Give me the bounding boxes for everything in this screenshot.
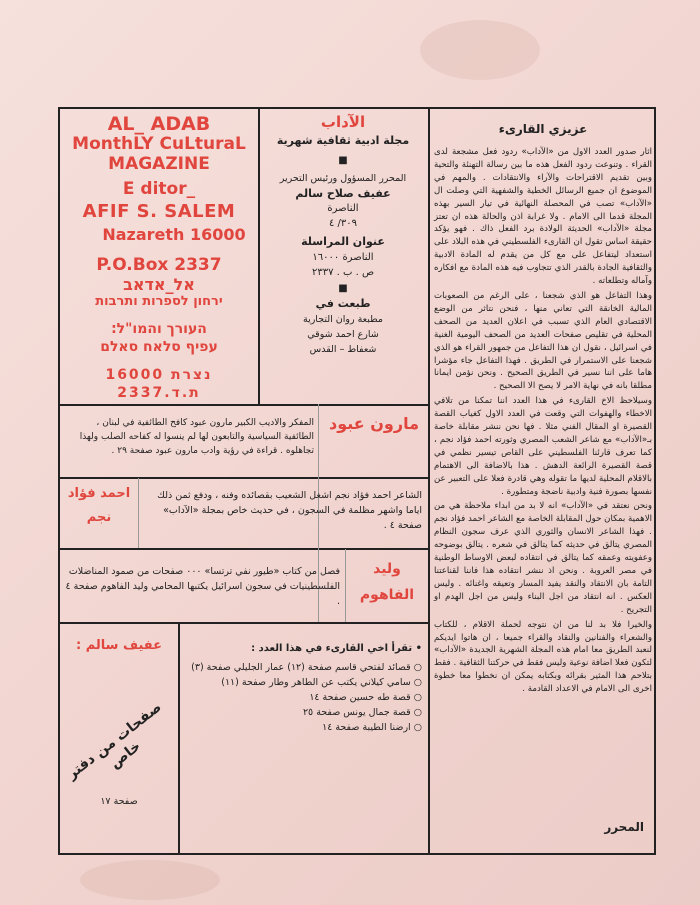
contents-title: • تقرأ اخي القارىء في هذا العدد : <box>251 643 422 654</box>
printer-ar: مطبعة روان التجارية <box>302 314 383 325</box>
teaser-name-maroun-abboud: مارون عبود <box>329 414 419 433</box>
printed-title-ar: طبعت في <box>315 297 371 310</box>
editor-label-ar: المحرر المسؤول ورئيس التحرير <box>279 173 407 184</box>
teaser-text-ahmad-fouad-negm: الشاعر احمد فؤاد نجم اشغل الشعيب بقصائده وفنه ، ودفع ثمن ذلك اياما واشهر مظلمة في السجون ، في حديث خاص بمجلة «الآداب» صفحة ٤ . <box>157 490 422 531</box>
city-he: נצרת 16000 <box>105 367 213 383</box>
editorial-paragraph: وسيلاحظ الاخ القارىء في هذا العدد اننا تمكنا من تلافي الاخطاء والهفوات التي وقعت في العدد الاول كغياب القصة القصيرة او المقال الفني مثلا . فها نحن ننشر مقابلة خاصة بـ«الآداب» مع شاعر الشعب المصري وثورته احمد فؤاد نجم ، كما تعرف قارئنا الفلسطيني على القاص تيسير نظمي في قصة القصيرة الرائعة الدهش . هذا بالاضافة الى الاهتمام بالاقلام المحلية لديها ما تقوله وهي قادرة فعلا على التعبير عن نفسها بصورة فنية وادبية ناضجة ومتطورة . <box>434 396 652 497</box>
editor-name-ar: عفيف صلاح سالم <box>295 187 391 200</box>
street-ar: شارع احمد شوقي <box>307 329 379 340</box>
diary-title: صفحات من دفتر خاص <box>64 699 165 783</box>
masthead-subtitle-en: MonthLY CuLturaL <box>72 134 246 154</box>
editorial-paragraph: وهذا التفاعل هو الذي شجعنا ، على الرغم من الصعوبات المالية الخانقة التي تعاني منها ، فنحن نتاثر من الوضع الاقتصادي العام الذي تسبب في اعلان العديد من الصحف المحلية في تقليص صفحات العديد من الصحف اليومية الغنية في اسرائيل ، نقول ان هذا التفاعل من جمهور القراء هو الذي شجعنا على الاستمرار في الطريق . فهذا التفاعل جاء مؤشرا هاما على اننا نسير في الطريق الصحيح . ونحن نؤمن ايمانا مطلقا بانه في نهاية الامر لا يصح الا الصحيح . <box>434 290 652 392</box>
address-city-ar: الناصرة ١٦٠٠٠ <box>312 252 374 263</box>
masthead-magazine-en: MAGAZINE <box>108 154 210 174</box>
teaser-divider <box>345 549 346 622</box>
address-title-ar: عنوان المراسلة <box>301 235 385 248</box>
contents-item: ○ قصة طه حسين صفحة ١٤ <box>309 692 422 703</box>
editorial-paragraph: ونحن نعتقد في «الآداب» انه لا بد من ابداء ملاحظة هي من الاهمية بمكان حول المقابلة الخاصة مع الشاعر احمد فؤاد نجم . فهذا الشاعر الانسان والثوري الذي عرف سجون النظام المصري يتالق في حديثه كما يتالق في شعره . يتالق بوضوحه وعفويته وعمقه كما يتالق في انتقاده لبعض الاوساط الوطنية في مصر العروبة . ونحن اذ ننشر انتقاده هذا فاننا لقناعتنا التامة بان الانتقاد والنقد يفيد المسار وتعيقه واغنائه . وليس العكس . انه انتقاد من اجل البناء وليس من اجل الهدم او التجريح . <box>434 501 652 615</box>
pobox-he: ת.ד.2337 <box>117 385 201 401</box>
editorial-title: عزيزي القارىء <box>498 122 588 136</box>
issue-contents <box>186 630 422 850</box>
section-divider <box>58 622 429 624</box>
editorial-paragraph: والخيرا فلا بد لنا من ان نتوجه لحملة الاقلام ، للكتاب والشعراء والفنانين والنقاد والقراء جميعا ، ان هاتوا ايديكم لنعبد الطريق معا امام هذه المجلة الشهرية الجديدة «الآداب» لتكون فعلا اضافة نوعية وليس فقط في حركتنا الثقافية . فقط بتلاحم هذا المثير بقرائه وبكتابه يمكن ان نخطوا معا خطوة اخرى الى الامام في الاعداد القادمة . <box>434 619 652 695</box>
teaser-name-ahmad-fouad-negm: احمد فؤاد نجم <box>67 486 131 525</box>
column-divider <box>258 107 260 405</box>
masthead-title-he: אל_אדאב <box>123 275 195 294</box>
column-divider <box>178 622 180 855</box>
editor-label-he: העורך והמו"ל: <box>111 321 207 337</box>
contents-item: ○ قصة جمال يونس صفحة ٢٥ <box>302 707 422 718</box>
column-divider <box>428 107 430 855</box>
district-ar: شعفاط – القدس <box>309 344 377 355</box>
editorial-paragraph: اثار صدور العدد الاول من «الآداب» ردود فعل مشجعة لدى القراء . وتنوعت ردود الفعل هذه ما بين رسالة التهنئة والتحية وبين تقديم الاقتراحات والآراء والانتقادات . والمهم في الموضوع ان جميع الرسائل الخطية والشفهية التي وصلت ال «الآداب» تصب في المحصلة النهائية في تيار السير بهذه المجلة قدما الى الامام . ولا غرابة اذن والحالة هذه ان تعتز مجلة «الآداب» الحديثة الولادة برد الفعل ذاك . فهو يؤكد حقيقة اساس تقول ان القارىء الفلسطيني في هذه البلاد على استعداد ليتفاعل على مع كل من يقدم له المادة الادبية والثقافية الجادة بالقدر الذي تتجاوب فيه هذه المادة مع افكاره وآماله وتطلعاته . <box>434 147 652 287</box>
masthead-title-ar: الآداب <box>320 113 366 131</box>
contents-list <box>186 660 422 735</box>
masthead-subtitle-he: ירחון לספרות ותרבות <box>95 294 223 309</box>
contents-item: ○ سامي كيلاني يكتب عن الطاهر وطار صفحة (١١) <box>221 677 422 688</box>
masthead-latin-hebrew <box>62 112 256 402</box>
diary-page: صفحة ١٧ <box>100 796 138 807</box>
address-pobox-ar: ص . ب . ٢٣٣٧ <box>311 267 375 278</box>
contents-item: ○ قصائد لفتحي قاسم صفحة (١٢) عمار الجليلي صفحة (٣) <box>191 662 422 673</box>
bullet-mark: ■ <box>338 283 348 294</box>
teaser-text-maroun-abboud: المفكر والاديب الكبير مارون عبود كافح الطائفية في لبنان ، الطائفية السياسية والتابعون لها لم ينسوا له كفاحه الصلب ولهذا تجاهلوه . قراءة في رؤية وادب مارون عبود صفحة ٢٩ . <box>79 418 314 456</box>
city-ar: الناصرة <box>327 203 359 214</box>
paper-stain <box>420 20 540 80</box>
teaser-text-walid-fahoum: فصل من كتاب «طيور نفي ترتسا» ٠٠٠ صفحات من صمود المناضلات الفلسطينيات في سجون اسرائيل يكتبها المحامي وليد الفاهوم صفحة ٤ . <box>65 566 340 607</box>
masthead-title-en: AL_ ADAB <box>107 113 211 135</box>
city-en: Nazareth 16000 <box>102 225 246 244</box>
masthead-subtitle-ar: مجلة ادبية ثقافية شهرية <box>276 134 410 147</box>
editor-name-he: עפיף סלאח סאלם <box>100 339 218 355</box>
section-divider <box>58 477 429 479</box>
diary-author: عفيف سالم : <box>75 638 163 653</box>
pobox-en: P.O.Box 2337 <box>96 255 222 275</box>
contents-item: ○ ارضنا الطيبة صفحة ١٤ <box>322 722 422 733</box>
section-divider <box>58 404 429 406</box>
editorial-body <box>434 146 652 696</box>
editor-name-en: AFIF S. SALEM <box>82 201 236 222</box>
editorial-column <box>434 112 652 852</box>
teaser-divider <box>138 478 139 548</box>
code-ar: ٣٠٩/ ٤ <box>328 218 358 229</box>
editor-label-en: E ditor_ <box>122 179 196 199</box>
editorial-signature: المحرر <box>604 820 644 834</box>
section-divider <box>58 548 429 550</box>
teaser-name-walid-fahoum: وليد الفاهوم <box>359 561 415 603</box>
paper-stain <box>80 860 220 900</box>
bullet-mark: ■ <box>338 155 348 166</box>
masthead-arabic <box>262 112 424 402</box>
